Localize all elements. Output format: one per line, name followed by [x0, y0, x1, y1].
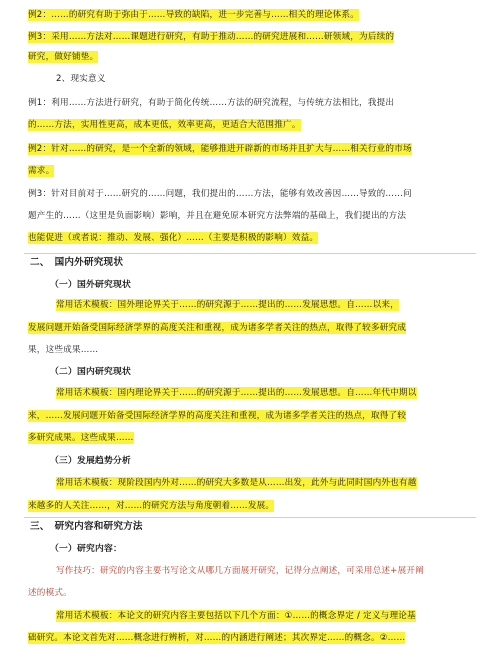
subsection-heading: （一）国外研究现状	[50, 280, 131, 290]
text-line: 例1：利用……方法进行研究，有助于简化传统……方法的研究流程，与传统方法相比，我提出	[28, 98, 395, 108]
text-line: 例2：针对……的研究，是一个全新的领域，能够推进开辟新的市场并且扩大与……相关行业的市场	[28, 144, 412, 154]
section-heading: 三、 研究内容和研究方法	[30, 521, 143, 532]
text-line: 例3：采用……方法对……课题进行研究，有助于推动……的研究进展和……研领域，为后续的	[28, 32, 395, 42]
text-line: 例2：……的研究有助于弥由于……导致的缺陷，进一步完善与……相关的理论体系。	[28, 10, 360, 20]
text-line: 常用话术模板：国内理论界关于……的研究源于……提出的……发展思想。自……年代中期以	[56, 388, 417, 398]
text-line: 也能促进（或者说：推动、发展、强化）……（主要是积极的影响）效益。	[28, 233, 319, 243]
text-line: 需求。	[28, 166, 55, 176]
text-line: 发展问题开始备受国际经济学界的高度关注和重视，成为诸多学者关注的热点，取得了较多研究成	[28, 323, 407, 333]
text-line: 来越多的人关注……，对……的研究方法与角度朝着……发展。	[28, 501, 275, 511]
text-line: 来，……发展问题开始备受国际经济学界的高度关注和重视，成为诸多学者关注的热点，取得了较	[28, 411, 407, 421]
subsection-heading: （三）发展趋势分析	[50, 456, 131, 466]
divider	[24, 517, 476, 518]
text-line: 常用话术模板：国外理论界关于……的研究源于……提出的……发展思想。自……以来，	[56, 300, 399, 310]
text-line: 题产生的……（这里是负面影响）影响，并且在避免原本研究方法弊端的基础上，我们提出的方法	[28, 211, 407, 221]
text-line: 研究，做好铺垫。	[28, 52, 99, 62]
text-line: 例3：针对目前对于……研究的……问题，我们提出的……方法，能够有效改善因……导致的……问	[28, 189, 412, 199]
writing-tip-line: 写作技巧：研究的内容主要书写论文从哪几方面展开研究，记得分点阐述，可采用总述+展开阐	[56, 566, 424, 576]
writing-tip-line: 述的模式。	[28, 588, 72, 598]
divider	[24, 253, 476, 254]
text-line: 常用话术模板：现阶段国内外对……的研究大多数是从……出发，此外与此同时国内外也有越	[56, 478, 417, 488]
section-subheading: 2、现实意义	[56, 74, 106, 84]
text-line: 果，这些成果……	[28, 345, 99, 355]
text-line: 础研究。本论文首先对……概念进行辨析，对……的内涵进行阐述；其次界定……的概念。②……	[28, 633, 406, 643]
subsection-heading: （一）研究内容：	[50, 544, 122, 554]
text-line: 多研究成果。这些成果……	[28, 433, 134, 443]
section-heading: 二、 国内外研究现状	[30, 257, 124, 268]
subsection-heading: （二）国内研究现状	[50, 367, 131, 377]
text-line: 的……方法，实用性更高，成本更低，效率更高，更适合大范围推广。	[28, 120, 301, 130]
text-line: 常用话术模板：本论文的研究内容主要包括以下几个方面：①……的概念界定 / 定义与理论基	[56, 611, 416, 621]
